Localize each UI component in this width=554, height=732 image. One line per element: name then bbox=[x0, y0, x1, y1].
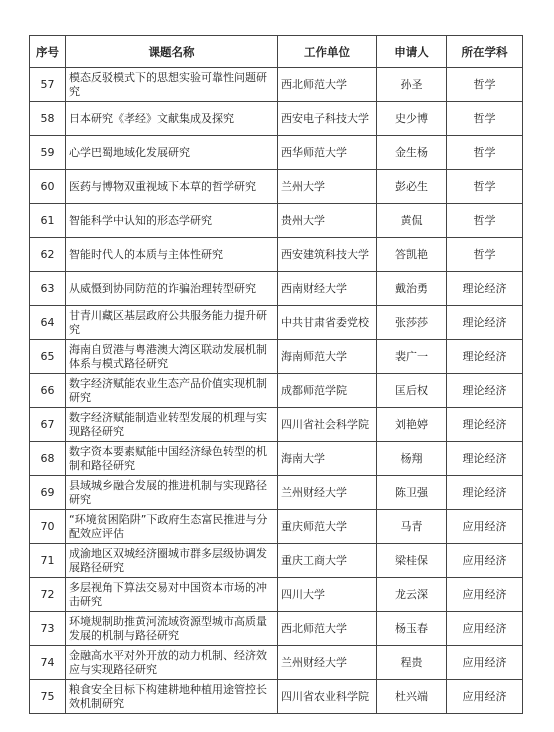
cell-person-text: 刘艳婷 bbox=[395, 417, 428, 431]
cell-person-text: 马青 bbox=[400, 519, 423, 533]
cell-title-text: 日本研究《孝经》文献集成及探究 bbox=[69, 111, 234, 125]
cell-subject bbox=[447, 102, 523, 136]
cell-person bbox=[377, 646, 447, 680]
table-row bbox=[30, 306, 523, 340]
cell-title-text: 数字资本要素赋能中国经济绿色转型的机制和路径研究 bbox=[69, 444, 267, 472]
cell-unit bbox=[278, 646, 377, 680]
cell-person bbox=[377, 204, 447, 238]
cell-subject-text: 应用经济 bbox=[462, 621, 507, 635]
cell-title-text: 模态反驳模式下的思想实验可靠性问题研究 bbox=[69, 70, 267, 98]
cell-person bbox=[377, 408, 447, 442]
cell-no bbox=[30, 238, 66, 272]
cell-subject bbox=[447, 442, 523, 476]
cell-subject bbox=[447, 68, 523, 102]
table-row bbox=[30, 646, 523, 680]
cell-no bbox=[30, 340, 66, 374]
cell-title-text: 智能时代人的本质与主体性研究 bbox=[69, 247, 223, 261]
cell-title-text: 成渝地区双城经济圈城市群多层级协调发展路径研究 bbox=[69, 546, 267, 574]
cell-no-text: 63 bbox=[40, 281, 55, 295]
cell-unit bbox=[278, 442, 377, 476]
cell-no bbox=[30, 408, 66, 442]
cell-unit-text: 兰州大学 bbox=[281, 179, 325, 193]
cell-person-text: 匡后权 bbox=[395, 383, 428, 397]
cell-title-text: 从威慑到协同防范的诈骗治理转型研究 bbox=[69, 281, 256, 295]
cell-no-text: 59 bbox=[40, 145, 55, 159]
cell-title bbox=[66, 510, 278, 544]
cell-no-text: 65 bbox=[40, 349, 55, 363]
header-subject: 所在学科 bbox=[447, 36, 523, 68]
table-row bbox=[30, 544, 523, 578]
cell-no-text: 61 bbox=[40, 213, 55, 227]
cell-no bbox=[30, 612, 66, 646]
cell-person-text: 戴治勇 bbox=[395, 281, 428, 295]
cell-unit bbox=[278, 306, 377, 340]
cell-title-text: 甘青川藏区基层政府公共服务能力提升研究 bbox=[69, 308, 267, 336]
cell-unit bbox=[278, 510, 377, 544]
cell-subject bbox=[447, 646, 523, 680]
cell-no-text: 57 bbox=[40, 77, 55, 91]
cell-person bbox=[377, 442, 447, 476]
cell-unit-text: 四川省社会科学院 bbox=[281, 417, 369, 431]
table-row bbox=[30, 136, 523, 170]
cell-title-text: 海南自贸港与粤港澳大湾区联动发展机制体系与模式路径研究 bbox=[69, 342, 267, 370]
cell-unit-text: 西安建筑科技大学 bbox=[281, 247, 369, 261]
cell-subject bbox=[447, 374, 523, 408]
cell-title-text: 环境规制助推黄河流域资源型城市高质量发展的机制与路径研究 bbox=[69, 614, 267, 642]
table-row bbox=[30, 442, 523, 476]
cell-person-text: 陈卫强 bbox=[395, 485, 428, 499]
cell-subject-text: 理论经济 bbox=[462, 281, 507, 295]
table-row bbox=[30, 204, 523, 238]
cell-subject bbox=[447, 170, 523, 204]
cell-person-text: 杜兴端 bbox=[395, 689, 428, 703]
cell-title bbox=[66, 204, 278, 238]
cell-unit bbox=[278, 476, 377, 510]
cell-person bbox=[377, 680, 447, 714]
cell-unit bbox=[278, 238, 377, 272]
cell-unit bbox=[278, 578, 377, 612]
table-row bbox=[30, 238, 523, 272]
cell-unit bbox=[278, 102, 377, 136]
cell-title bbox=[66, 170, 278, 204]
cell-subject bbox=[447, 578, 523, 612]
cell-unit bbox=[278, 170, 377, 204]
cell-subject-text: 应用经济 bbox=[462, 587, 507, 601]
cell-no-text: 73 bbox=[40, 621, 55, 635]
cell-person-text: 彭必生 bbox=[395, 179, 428, 193]
cell-title bbox=[66, 408, 278, 442]
cell-no bbox=[30, 306, 66, 340]
cell-person bbox=[377, 272, 447, 306]
table-row bbox=[30, 612, 523, 646]
cell-person bbox=[377, 136, 447, 170]
header-title: 课题名称 bbox=[66, 36, 278, 68]
cell-person bbox=[377, 578, 447, 612]
cell-unit-text: 成都师范学院 bbox=[281, 383, 347, 397]
cell-title bbox=[66, 476, 278, 510]
cell-title bbox=[66, 612, 278, 646]
cell-subject-text: 理论经济 bbox=[462, 485, 507, 499]
table-row bbox=[30, 408, 523, 442]
cell-unit-text: 西南财经大学 bbox=[281, 281, 347, 295]
cell-no bbox=[30, 204, 66, 238]
table-row bbox=[30, 102, 523, 136]
cell-unit-text: 四川大学 bbox=[281, 587, 325, 601]
cell-subject-text: 理论经济 bbox=[462, 451, 507, 465]
table-body bbox=[30, 68, 523, 714]
cell-title-text: 数字经济赋能农业生态产品价值实现机制研究 bbox=[69, 376, 267, 404]
cell-subject-text: 应用经济 bbox=[462, 655, 507, 669]
cell-title bbox=[66, 272, 278, 306]
cell-unit-text: 重庆工商大学 bbox=[281, 553, 347, 567]
cell-unit bbox=[278, 544, 377, 578]
cell-subject bbox=[447, 510, 523, 544]
cell-person-text: 龙云深 bbox=[395, 587, 428, 601]
cell-subject-text: 理论经济 bbox=[462, 383, 507, 397]
cell-person-text: 杨玉春 bbox=[395, 621, 428, 635]
cell-person bbox=[377, 306, 447, 340]
cell-subject bbox=[447, 306, 523, 340]
cell-title-text: 医药与博物双重视域下本草的哲学研究 bbox=[69, 179, 256, 193]
cell-title bbox=[66, 68, 278, 102]
cell-person bbox=[377, 102, 447, 136]
cell-title-text: “环境贫困陷阱”下政府生态富民推进与分配效应评估 bbox=[69, 512, 268, 540]
cell-no-text: 67 bbox=[40, 417, 55, 431]
cell-subject-text: 哲学 bbox=[473, 179, 496, 193]
cell-unit-text: 兰州财经大学 bbox=[281, 655, 347, 669]
cell-title-text: 多层视角下算法交易对中国资本市场的冲击研究 bbox=[69, 580, 267, 608]
cell-subject-text: 哲学 bbox=[473, 213, 496, 227]
cell-person-text: 张莎莎 bbox=[395, 315, 428, 329]
cell-unit-text: 中共甘肃省委党校 bbox=[281, 315, 369, 329]
cell-person-text: 史少博 bbox=[395, 111, 428, 125]
cell-unit-text: 海南大学 bbox=[281, 451, 325, 465]
cell-no bbox=[30, 170, 66, 204]
cell-no-text: 70 bbox=[40, 519, 55, 533]
cell-title bbox=[66, 374, 278, 408]
cell-person bbox=[377, 340, 447, 374]
cell-subject-text: 哲学 bbox=[473, 111, 496, 125]
cell-person-text: 裴广一 bbox=[395, 349, 428, 363]
cell-person-text: 梁桂保 bbox=[395, 553, 428, 567]
table-row bbox=[30, 272, 523, 306]
cell-unit bbox=[278, 612, 377, 646]
table-row bbox=[30, 68, 523, 102]
cell-person bbox=[377, 238, 447, 272]
header-unit: 工作单位 bbox=[278, 36, 377, 68]
cell-no bbox=[30, 374, 66, 408]
cell-subject bbox=[447, 476, 523, 510]
cell-title bbox=[66, 544, 278, 578]
cell-person-text: 孙圣 bbox=[400, 77, 423, 91]
project-table bbox=[29, 35, 523, 714]
cell-unit bbox=[278, 680, 377, 714]
cell-no-text: 72 bbox=[40, 587, 55, 601]
cell-person-text: 黄侃 bbox=[400, 213, 423, 227]
cell-person-text: 杨翔 bbox=[400, 451, 423, 465]
cell-subject-text: 哲学 bbox=[473, 145, 496, 159]
cell-unit bbox=[278, 374, 377, 408]
cell-subject bbox=[447, 136, 523, 170]
cell-no-text: 75 bbox=[40, 689, 55, 703]
cell-unit-text: 西北师范大学 bbox=[281, 77, 347, 91]
cell-unit bbox=[278, 204, 377, 238]
cell-subject bbox=[447, 340, 523, 374]
cell-title bbox=[66, 442, 278, 476]
header-no: 序号 bbox=[30, 36, 66, 68]
cell-subject-text: 哲学 bbox=[473, 247, 496, 261]
cell-unit bbox=[278, 68, 377, 102]
cell-subject bbox=[447, 272, 523, 306]
cell-subject bbox=[447, 204, 523, 238]
cell-unit-text: 西安电子科技大学 bbox=[281, 111, 369, 125]
cell-no-text: 66 bbox=[40, 383, 55, 397]
cell-person-text: 答凯艳 bbox=[395, 247, 428, 261]
cell-person bbox=[377, 476, 447, 510]
cell-no bbox=[30, 102, 66, 136]
cell-subject bbox=[447, 238, 523, 272]
cell-subject-text: 应用经济 bbox=[462, 689, 507, 703]
cell-unit-text: 重庆师范大学 bbox=[281, 519, 347, 533]
cell-title bbox=[66, 102, 278, 136]
cell-subject-text: 哲学 bbox=[473, 77, 496, 91]
cell-subject bbox=[447, 544, 523, 578]
cell-title bbox=[66, 306, 278, 340]
cell-unit-text: 贵州大学 bbox=[281, 213, 325, 227]
cell-unit bbox=[278, 136, 377, 170]
cell-person-text: 程贵 bbox=[400, 655, 423, 669]
cell-unit bbox=[278, 408, 377, 442]
table-row bbox=[30, 578, 523, 612]
cell-title bbox=[66, 646, 278, 680]
cell-subject-text: 理论经济 bbox=[462, 417, 507, 431]
cell-no bbox=[30, 442, 66, 476]
cell-subject-text: 理论经济 bbox=[462, 315, 507, 329]
cell-unit-text: 四川省农业科学院 bbox=[281, 689, 369, 703]
cell-no-text: 68 bbox=[40, 451, 55, 465]
cell-subject-text: 应用经济 bbox=[462, 519, 507, 533]
cell-unit-text: 西北师范大学 bbox=[281, 621, 347, 635]
cell-title-text: 粮食安全目标下构建耕地种植用途管控长效机制研究 bbox=[69, 682, 267, 710]
cell-no bbox=[30, 510, 66, 544]
cell-unit-text: 海南师范大学 bbox=[281, 349, 347, 363]
cell-unit bbox=[278, 340, 377, 374]
table-row bbox=[30, 170, 523, 204]
cell-title-text: 县域城乡融合发展的推进机制与实现路径研究 bbox=[69, 478, 267, 506]
cell-title-text: 数字经济赋能制造业转型发展的机理与实现路径研究 bbox=[69, 410, 267, 438]
cell-no-text: 62 bbox=[40, 247, 55, 261]
cell-title bbox=[66, 340, 278, 374]
cell-no bbox=[30, 68, 66, 102]
cell-title bbox=[66, 578, 278, 612]
cell-person bbox=[377, 170, 447, 204]
cell-subject bbox=[447, 612, 523, 646]
table-header-row bbox=[30, 36, 523, 68]
cell-person bbox=[377, 510, 447, 544]
table-row bbox=[30, 510, 523, 544]
cell-title-text: 金融高水平对外开放的动力机制、经济效应与实现路径研究 bbox=[69, 648, 267, 676]
cell-title-text: 心学巴蜀地域化发展研究 bbox=[69, 145, 190, 159]
table-row bbox=[30, 340, 523, 374]
cell-subject-text: 应用经济 bbox=[462, 553, 507, 567]
cell-no bbox=[30, 544, 66, 578]
cell-subject bbox=[447, 680, 523, 714]
cell-no-text: 71 bbox=[40, 553, 55, 567]
cell-no-text: 64 bbox=[40, 315, 55, 329]
header-person: 申请人 bbox=[377, 36, 447, 68]
cell-no-text: 58 bbox=[40, 111, 55, 125]
cell-subject-text: 理论经济 bbox=[462, 349, 507, 363]
cell-no-text: 69 bbox=[40, 485, 55, 499]
cell-person bbox=[377, 374, 447, 408]
cell-no-text: 60 bbox=[40, 179, 55, 193]
cell-person bbox=[377, 612, 447, 646]
cell-title bbox=[66, 680, 278, 714]
cell-title bbox=[66, 136, 278, 170]
cell-subject bbox=[447, 408, 523, 442]
cell-person bbox=[377, 544, 447, 578]
cell-no-text: 74 bbox=[40, 655, 55, 669]
cell-no bbox=[30, 578, 66, 612]
table-row bbox=[30, 374, 523, 408]
table-row bbox=[30, 680, 523, 714]
cell-no bbox=[30, 136, 66, 170]
cell-unit-text: 西华师范大学 bbox=[281, 145, 347, 159]
cell-no bbox=[30, 272, 66, 306]
cell-unit bbox=[278, 272, 377, 306]
cell-no bbox=[30, 680, 66, 714]
cell-no bbox=[30, 646, 66, 680]
cell-person bbox=[377, 68, 447, 102]
cell-no bbox=[30, 476, 66, 510]
table-row bbox=[30, 476, 523, 510]
cell-title bbox=[66, 238, 278, 272]
cell-title-text: 智能科学中认知的形态学研究 bbox=[69, 213, 212, 227]
cell-unit-text: 兰州财经大学 bbox=[281, 485, 347, 499]
cell-person-text: 金生杨 bbox=[395, 145, 428, 159]
